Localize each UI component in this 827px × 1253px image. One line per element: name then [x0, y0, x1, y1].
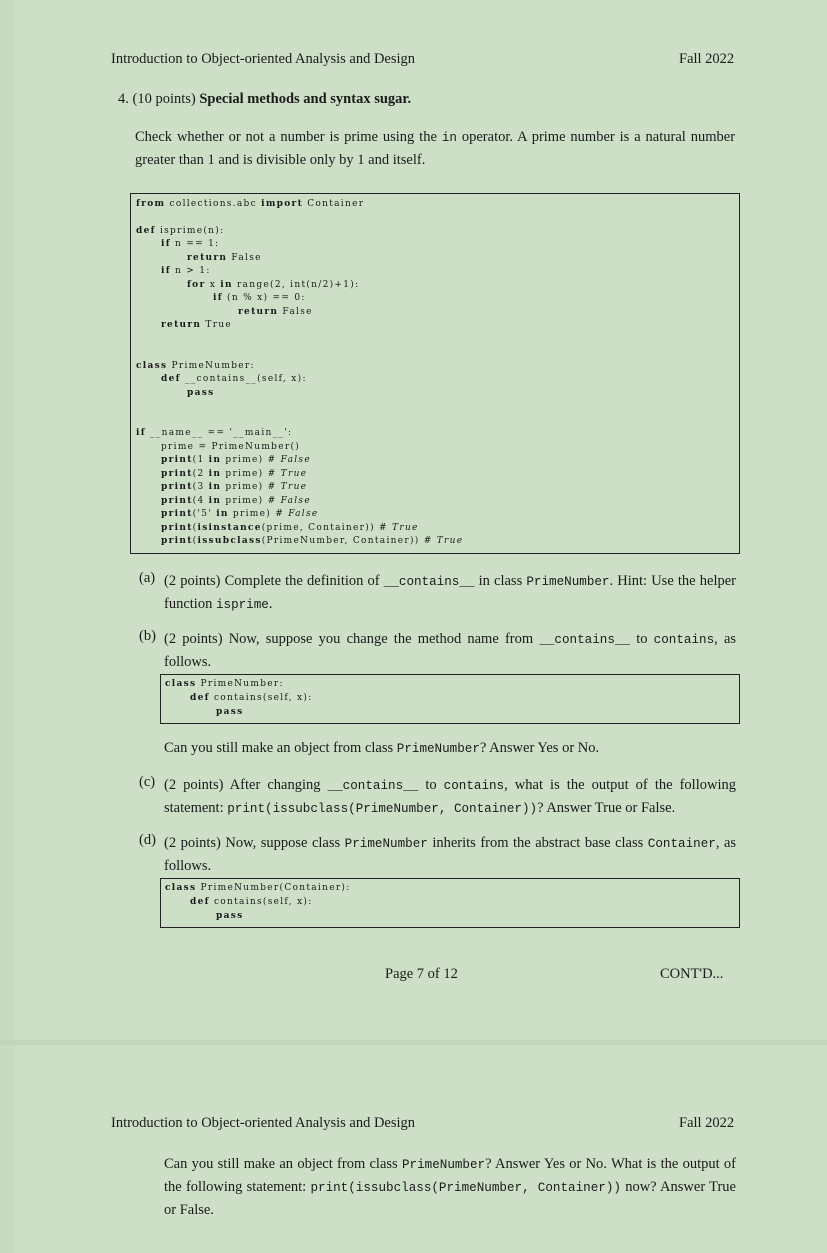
code-line: if n > 1: — [161, 266, 211, 276]
code-line: print(isinstance(prime, Container)) # True — [161, 523, 419, 533]
page-header-title: Introduction to Object-oriented Analysis and Design — [111, 51, 416, 67]
code-line: print(1 in prime) # False — [161, 455, 311, 465]
intro-code: in — [441, 131, 457, 145]
intro-text-2: operator. A prime number is a natural number greater than 1 and is divisible only by 1 and itself. — [135, 129, 736, 168]
code-comment: # True — [267, 469, 308, 479]
code-line: pass — [216, 707, 244, 717]
code-line: pass — [216, 911, 244, 921]
part-d-text: (2 points) Now, suppose class PrimeNumber inherits from the abstract base class Container, as follows. — [164, 835, 737, 874]
code-line: class PrimeNumber: — [165, 679, 284, 689]
continued-label: CONT'D... — [660, 966, 724, 982]
part-c-label: (c) — [139, 774, 156, 790]
code-line: return False — [187, 253, 262, 263]
part-c-text: (2 points) After changing __contains__ to contains, what is the output of the following statement: print(issubclass(PrimeNumber, Container))? Answer True or False. — [164, 777, 736, 816]
question-heading — [118, 91, 411, 108]
code-line: pass — [187, 388, 215, 398]
code-line: print(4 in prime) # False — [161, 496, 311, 506]
part-a-text: (2 points) Complete the definition of __contains__ in class PrimeNumber. Hint: Use the helper function isprime. — [164, 573, 736, 612]
code-line: class PrimeNumber(Container): — [165, 883, 351, 893]
part-a-label: (a) — [139, 570, 156, 586]
part-b-label: (b) — [139, 628, 156, 644]
page-number: Page 7 of 12 — [385, 966, 458, 982]
code-comment: # False — [267, 496, 311, 506]
code-comment: # False — [267, 455, 311, 465]
code-line: prime = PrimeNumber() — [161, 442, 301, 452]
code-line: return True — [161, 320, 233, 330]
code-line: def contains(self, x): — [190, 693, 313, 703]
question-title: Special methods and syntax sugar. — [199, 91, 412, 107]
part-d-label: (d) — [139, 832, 156, 848]
exam-page-8 — [15, 1045, 827, 1253]
code-line: def isprime(n): — [136, 226, 225, 236]
code-line: def contains(self, x): — [190, 897, 313, 907]
question-points: (10 points) — [132, 91, 196, 107]
code-line: if n == 1: — [161, 239, 220, 249]
code-comment: # True — [379, 523, 419, 533]
page-header-term: Fall 2022 — [679, 51, 735, 67]
code-line: if __name__ == '__main__': — [136, 428, 293, 438]
code-line: print(2 in prime) # True — [161, 469, 308, 479]
page-header-term: Fall 2022 — [679, 1115, 735, 1131]
code-line: print('5' in prime) # False — [161, 509, 319, 519]
code-comment: # True — [267, 482, 308, 492]
code-comment: # True — [423, 536, 464, 546]
question-intro — [135, 126, 735, 171]
page-header-title: Introduction to Object-oriented Analysis and Design — [111, 1115, 416, 1131]
question-number: 4. — [118, 91, 129, 107]
code-line: from collections.abc import Container — [136, 199, 365, 209]
code-line: return False — [238, 307, 313, 317]
code-comment: # False — [275, 509, 319, 519]
part-b-question: Can you still make an object from class PrimeNumber? Answer Yes or No. — [164, 740, 600, 756]
code-line: for x in range(2, int(n/2)+1): — [187, 280, 360, 290]
code-line: class PrimeNumber: — [136, 361, 255, 371]
code-line: print(issubclass(PrimeNumber, Container)) # True — [161, 536, 464, 546]
intro-text-1: Check whether or not a number is prime using the — [135, 129, 437, 145]
code-line: if (n % x) == 0: — [213, 293, 306, 303]
code-line: print(3 in prime) # True — [161, 482, 308, 492]
part-d-question: Can you still make an object from class PrimeNumber? Answer Yes or No. What is the output of the following statement: print(issubclass(PrimeNumber, Container)) now? Answer True or False. — [164, 1156, 736, 1218]
code-line: def __contains__(self, x): — [161, 374, 307, 384]
part-b-text: (2 points) Now, suppose you change the method name from __contains__ to contains, as follows. — [164, 631, 737, 670]
